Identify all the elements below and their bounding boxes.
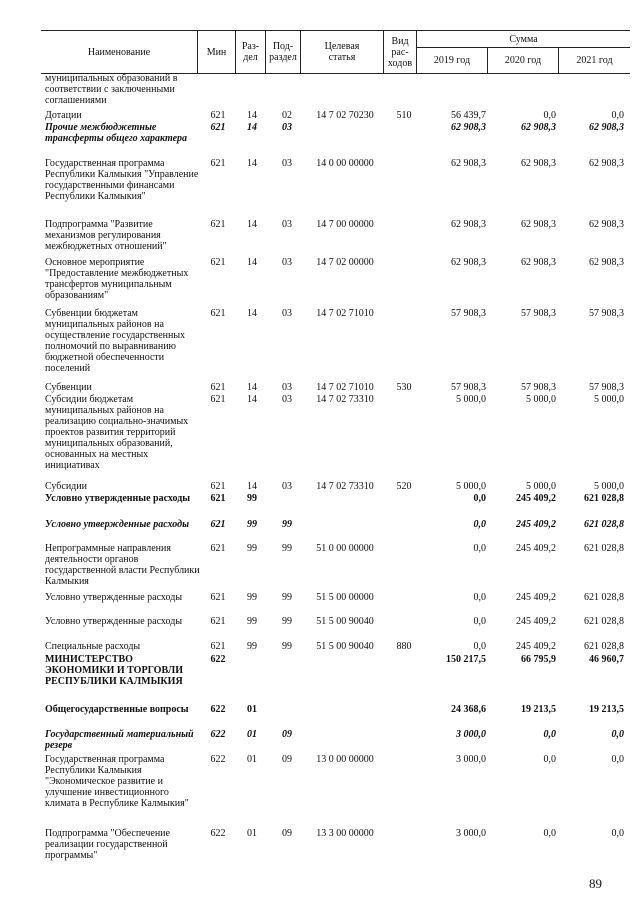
cell-y2: 66 795,9 <box>521 654 556 665</box>
cell-prz: 09 <box>282 754 292 765</box>
cell-rz: 01 <box>247 729 257 740</box>
cell-y3: 57 908,3 <box>589 308 624 319</box>
cell-y2: 62 908,3 <box>521 219 556 230</box>
cell-min: 621 <box>210 641 226 652</box>
cell-min: 621 <box>210 592 226 603</box>
cell-prz: 03 <box>282 257 292 268</box>
cell-name: Государственная программа Республики Калмыкия "Управление государственными финансами Республики Калмыкия" <box>45 158 199 202</box>
cell-rz: 14 <box>247 110 257 121</box>
cell-prz: 03 <box>282 122 292 133</box>
cell-name: Субвенции <box>45 382 92 393</box>
cell-name: Условно утвержденные расходы <box>45 493 191 504</box>
cell-y1: 0,0 <box>473 493 486 504</box>
cell-y2: 0,0 <box>543 828 556 839</box>
cell-name: Условно утвержденные расходы <box>45 519 190 530</box>
cell-y3: 19 213,5 <box>589 704 624 715</box>
cell-min: 622 <box>210 654 226 665</box>
cell-y2: 62 908,3 <box>521 257 556 268</box>
cell-name: Дотации <box>45 110 82 121</box>
cell-prz: 99 <box>282 641 292 652</box>
cell-min: 622 <box>210 754 226 765</box>
cell-y2: 57 908,3 <box>521 308 556 319</box>
cell-min: 621 <box>210 394 226 405</box>
cell-cs: 14 7 02 71010 <box>316 308 374 319</box>
cell-min: 622 <box>210 729 226 740</box>
cell-min: 622 <box>210 828 226 839</box>
cell-rz: 01 <box>247 828 257 839</box>
cell-min: 621 <box>210 219 226 230</box>
cell-min: 621 <box>210 158 226 169</box>
cell-rz: 14 <box>247 257 257 268</box>
header-name: Наименование <box>41 31 198 73</box>
cell-prz: 99 <box>282 616 292 627</box>
cell-prz: 03 <box>282 394 292 405</box>
cell-min: 621 <box>210 481 226 492</box>
cell-name: МИНИСТЕРСТВО ЭКОНОМИКИ И ТОРГОВЛИ РЕСПУБЛИКИ КАЛМЫКИЯ <box>45 654 183 687</box>
cell-min: 621 <box>210 110 226 121</box>
cell-prz: 03 <box>282 158 292 169</box>
cell-y1: 150 217,5 <box>446 654 486 665</box>
cell-name: Условно утвержденные расходы <box>45 592 183 603</box>
cell-name: Субсидии бюджетам муниципальных районов на реализацию социально-значимых проектов развития территорий муниципальных образований, основанных на местных инициативах <box>45 394 189 471</box>
cell-y3: 5 000,0 <box>594 394 624 405</box>
cell-name: Подпрограмма "Развитие механизмов регулирования межбюджетных отношений" <box>45 219 167 252</box>
cell-y1: 62 908,3 <box>451 122 486 133</box>
cell-rz: 99 <box>247 543 257 554</box>
cell-y1: 57 908,3 <box>451 382 486 393</box>
cell-vr: 530 <box>396 382 412 393</box>
cell-y1: 0,0 <box>473 543 486 554</box>
cell-min: 621 <box>210 122 226 133</box>
header-sum: Сумма <box>417 31 630 48</box>
cell-min: 622 <box>210 704 226 715</box>
cell-prz: 03 <box>282 219 292 230</box>
cell-y3: 0,0 <box>611 754 624 765</box>
cell-rz: 14 <box>247 122 257 133</box>
cell-prz: 09 <box>282 828 292 839</box>
cell-name: Условно утвержденные расходы <box>45 616 183 627</box>
cell-name: муниципальных образований в соответствии с заключенными соглашениями <box>45 73 178 106</box>
cell-y3: 621 028,8 <box>584 543 624 554</box>
cell-rz: 14 <box>247 394 257 405</box>
cell-rz: 99 <box>247 616 257 627</box>
cell-y1: 62 908,3 <box>451 219 486 230</box>
header-year-2020: 2020 год <box>488 48 559 73</box>
cell-y1: 3 000,0 <box>456 754 486 765</box>
cell-y3: 46 960,7 <box>589 654 624 665</box>
cell-y2: 5 000,0 <box>526 394 556 405</box>
cell-name: Специальные расходы <box>45 641 141 652</box>
cell-y2: 245 409,2 <box>516 543 556 554</box>
cell-y1: 3 000,0 <box>456 729 486 740</box>
cell-y2: 5 000,0 <box>526 481 556 492</box>
cell-rz: 14 <box>247 219 257 230</box>
cell-cs: 14 7 00 00000 <box>316 219 374 230</box>
cell-rz: 99 <box>247 493 257 504</box>
cell-cs: 14 0 00 00000 <box>316 158 374 169</box>
cell-cs: 14 7 02 70230 <box>316 110 374 121</box>
cell-y1: 3 000,0 <box>456 828 486 839</box>
cell-y3: 621 028,8 <box>584 641 624 652</box>
header-podrazdel: Под- раздел <box>266 31 301 73</box>
cell-y1: 0,0 <box>473 519 486 530</box>
cell-y1: 62 908,3 <box>451 158 486 169</box>
header-razdel: Раз- дел <box>236 31 266 73</box>
cell-y3: 621 028,8 <box>584 519 624 530</box>
header-min: Мин <box>198 31 236 73</box>
header-year-2019: 2019 год <box>417 48 488 73</box>
cell-y3: 0,0 <box>611 729 624 740</box>
cell-name: Государственная программа Республики Калмыкия "Экономическое развитие и улучшение инвестиционного климата в Республике Калмыкия" <box>45 754 189 809</box>
cell-prz: 99 <box>282 543 292 554</box>
page-number: 89 <box>589 876 602 891</box>
cell-y2: 0,0 <box>543 729 556 740</box>
cell-y1: 5 000,0 <box>456 481 486 492</box>
header-year-2021: 2021 год <box>576 55 613 66</box>
cell-y3: 0,0 <box>611 828 624 839</box>
cell-min: 621 <box>210 308 226 319</box>
cell-y3: 62 908,3 <box>589 219 624 230</box>
cell-y2: 19 213,5 <box>521 704 556 715</box>
cell-rz: 01 <box>247 754 257 765</box>
cell-cs: 13 0 00 00000 <box>316 754 374 765</box>
cell-y2: 245 409,2 <box>516 616 556 627</box>
cell-y1: 24 368,6 <box>451 704 486 715</box>
cell-rz: 99 <box>247 641 257 652</box>
cell-rz: 01 <box>247 704 257 715</box>
cell-name: Подпрограмма "Обеспечение реализации государственной программы" <box>45 828 170 861</box>
cell-vr: 520 <box>396 481 412 492</box>
cell-name: Прочие межбюджетные трансферты общего характера <box>45 122 188 144</box>
cell-y3: 5 000,0 <box>594 481 624 492</box>
cell-y3: 621 028,8 <box>584 616 624 627</box>
cell-y3: 0,0 <box>611 110 624 121</box>
cell-y2: 245 409,2 <box>516 641 556 652</box>
cell-min: 621 <box>210 382 226 393</box>
cell-cs: 51 0 00 00000 <box>316 543 374 554</box>
cell-y2: 57 908,3 <box>521 382 556 393</box>
cell-y3: 62 908,3 <box>589 257 624 268</box>
cell-rz: 99 <box>247 519 257 530</box>
cell-rz: 99 <box>247 592 257 603</box>
cell-rz: 14 <box>247 308 257 319</box>
cell-y1: 0,0 <box>473 616 486 627</box>
cell-prz: 03 <box>282 382 292 393</box>
cell-prz: 99 <box>282 592 292 603</box>
cell-y2: 245 409,2 <box>516 592 556 603</box>
cell-cs: 51 5 00 90040 <box>316 641 374 652</box>
cell-prz: 99 <box>282 519 292 530</box>
cell-y2: 62 908,3 <box>521 158 556 169</box>
cell-vr: 510 <box>396 110 412 121</box>
table-header <box>41 30 630 74</box>
cell-y2: 245 409,2 <box>516 519 556 530</box>
cell-min: 621 <box>210 519 226 530</box>
cell-y1: 0,0 <box>473 641 486 652</box>
cell-cs: 14 7 02 73310 <box>316 481 374 492</box>
cell-rz: 14 <box>247 158 257 169</box>
cell-cs: 14 7 02 00000 <box>316 257 374 268</box>
cell-rz: 14 <box>247 481 257 492</box>
cell-prz: 02 <box>282 110 292 121</box>
cell-min: 621 <box>210 257 226 268</box>
cell-name: Субвенции бюджетам муниципальных районов на осуществление государственных полномочий по выравниванию бюджетной обеспеченности поселений <box>45 308 186 374</box>
cell-vr: 880 <box>396 641 412 652</box>
cell-y3: 62 908,3 <box>589 122 624 133</box>
cell-y2: 0,0 <box>543 754 556 765</box>
cell-name: Общегосударственные вопросы <box>45 704 189 715</box>
cell-y1: 5 000,0 <box>456 394 486 405</box>
cell-cs: 14 7 02 71010 <box>316 382 374 393</box>
cell-y3: 621 028,8 <box>584 592 624 603</box>
cell-y2: 62 908,3 <box>521 122 556 133</box>
cell-min: 621 <box>210 543 226 554</box>
cell-y1: 56 439,7 <box>451 110 486 121</box>
cell-y2: 245 409,2 <box>516 493 556 504</box>
cell-name: Субсидии <box>45 481 87 492</box>
cell-cs: 51 5 00 90040 <box>316 616 374 627</box>
cell-prz: 03 <box>282 308 292 319</box>
cell-prz: 03 <box>282 481 292 492</box>
header-expense-type: Вид рас- ходов <box>384 31 417 73</box>
cell-name: Государственный материальный резерв <box>45 729 194 751</box>
cell-min: 621 <box>210 616 226 627</box>
cell-name: Основное мероприятие "Предоставление межбюджетных трансфертов муниципальным образованиям" <box>45 257 189 301</box>
cell-rz: 14 <box>247 382 257 393</box>
cell-y3: 62 908,3 <box>589 158 624 169</box>
cell-cs: 51 5 00 00000 <box>316 592 374 603</box>
cell-y1: 62 908,3 <box>451 257 486 268</box>
cell-cs: 13 3 00 00000 <box>316 828 374 839</box>
cell-y1: 57 908,3 <box>451 308 486 319</box>
header-target-article: Целевая статья <box>301 31 384 73</box>
cell-cs: 14 7 02 73310 <box>316 394 374 405</box>
cell-y3: 621 028,8 <box>584 493 624 504</box>
cell-y1: 0,0 <box>473 592 486 603</box>
cell-prz: 09 <box>282 729 292 740</box>
cell-min: 621 <box>210 493 226 504</box>
cell-y2: 0,0 <box>543 110 556 121</box>
cell-name: Непрограммные направления деятельности органов государственной власти Республики Калмыкия <box>45 543 200 587</box>
cell-y3: 57 908,3 <box>589 382 624 393</box>
